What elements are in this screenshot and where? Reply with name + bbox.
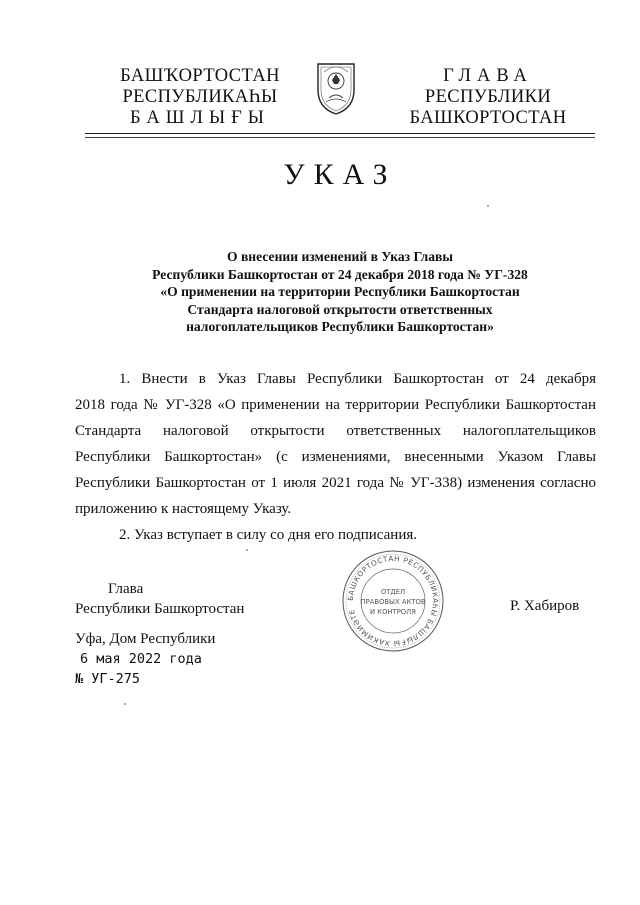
decree-subject <box>70 248 610 336</box>
document-type-title: УКАЗ <box>283 158 397 191</box>
paragraph-1-line: Республики Башкортостан» (с изменениями, внесенными Указом Главы <box>75 449 596 465</box>
letterhead-left <box>100 66 300 129</box>
scan-speck <box>124 703 126 705</box>
paragraph-1-line: 2018 года № УГ-328 «О применении на территории Республики Башкортостан <box>75 397 596 413</box>
decree-body <box>75 366 596 548</box>
seal-center-line: ПРАВОВЫХ АКТОВ <box>360 598 426 606</box>
letterhead-right <box>398 66 578 129</box>
signatory-name: Р. Хабиров <box>510 598 580 614</box>
paragraph-1-line: 1. Внести в Указ Главы Республики Башкортостан от 24 декабря <box>119 371 596 387</box>
paragraph-1-line: Республики Башкортостан от 1 июля 2021 года № УГ-338) изменения согласно <box>75 475 596 491</box>
letterhead-right-line-3: БАШКОРТОСТАН <box>409 108 567 128</box>
issue-place: Уфа, Дом Республики <box>75 631 216 647</box>
subject-line: Стандарта налоговой открытости ответственных <box>187 301 493 317</box>
decree-number: № УГ-275 <box>75 671 141 687</box>
seal-center-line: И КОНТРОЛЯ <box>370 608 416 616</box>
scan-speck <box>246 549 248 551</box>
subject-line: Республики Башкортостан от 24 декабря 2018 года № УГ-328 <box>152 266 528 282</box>
paragraph-2: 2. Указ вступает в силу со дня его подписания. <box>119 527 417 543</box>
seal-ring-text: БАШКОРТОСТАН РЕСПУБЛИКАҺЫ БАШЛЫҒЫ ХАКИМИӘТЕ <box>345 553 441 649</box>
paragraph-1-line: приложению к настоящему Указу. <box>75 501 292 517</box>
subject-line: О внесении изменений в Указ Главы <box>226 249 453 264</box>
scan-speck <box>487 205 489 207</box>
issue-date: 6 мая 2022 года <box>80 651 202 667</box>
coat-of-arms-icon <box>314 58 358 116</box>
signatory-title-line-1: Глава <box>108 581 144 597</box>
subject-line: налогоплательщиков Республики Башкортостан» <box>186 319 494 335</box>
letterhead-rule-thin <box>85 137 595 138</box>
subject-line: «О применении на территории Республики Башкортостан <box>160 284 520 300</box>
signatory-title-line-2: Республики Башкортостан <box>75 601 245 617</box>
round-seal-icon <box>340 548 446 654</box>
letterhead-right-line-1: ГЛАВА <box>443 66 533 86</box>
signatory-title <box>75 579 275 619</box>
seal-center-line: ОТДЕЛ <box>380 588 406 596</box>
paragraph-1-line: Стандарта налоговой открытости ответственных налогоплательщиков <box>75 423 596 439</box>
letterhead-left-line-2: РЕСПУБЛИКАҺЫ <box>122 87 278 107</box>
letterhead-left-line-3: БАШЛЫҒЫ <box>130 108 270 128</box>
letterhead-left-line-1: БАШҠОРТОСТАН <box>120 66 280 86</box>
letterhead-rule-thick <box>85 133 595 134</box>
decree-footer <box>75 629 215 689</box>
letterhead-right-line-2: РЕСПУБЛИКИ <box>424 87 552 107</box>
